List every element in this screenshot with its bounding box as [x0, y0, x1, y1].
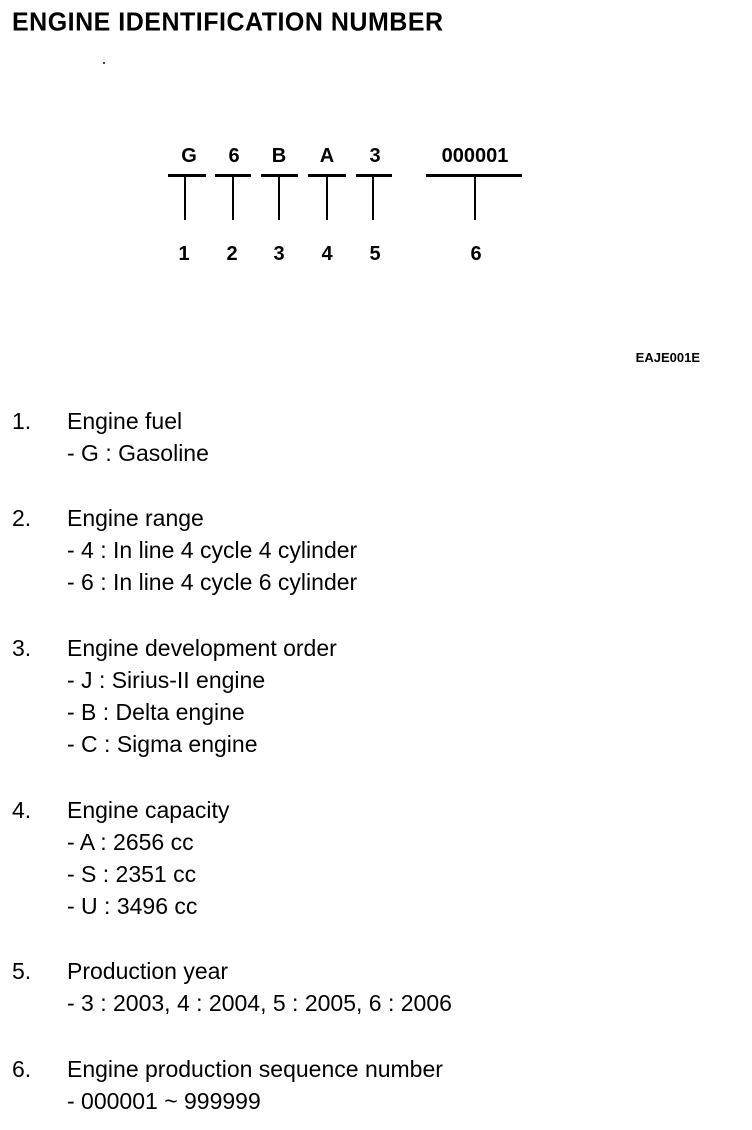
code-number-2: 2 — [226, 243, 238, 265]
code-char-2: 6 — [228, 145, 240, 167]
item-title: Production year — [67, 958, 229, 984]
item-number: 5. — [12, 958, 32, 984]
item-line: - B : Delta engine — [67, 699, 245, 725]
code-bar-1 — [168, 174, 206, 177]
item-line: - 3 : 2003, 4 : 2004, 5 : 2005, 6 : 2006 — [67, 990, 452, 1016]
code-number-4: 4 — [321, 243, 333, 265]
code-stem-1 — [184, 176, 186, 220]
code-char-6: 000001 — [441, 145, 509, 167]
code-number-3: 3 — [273, 243, 285, 265]
code-char-4: A — [319, 145, 335, 167]
code-stem-2 — [232, 176, 234, 220]
item-line: - J : Sirius-II engine — [67, 667, 266, 693]
item-line: - C : Sigma engine — [67, 731, 258, 757]
item-number: 2. — [12, 505, 32, 531]
item-title: Engine production sequence number — [67, 1056, 443, 1082]
code-char-5: 3 — [369, 145, 381, 167]
item-line: - 000001 ~ 999999 — [67, 1088, 261, 1114]
item-number: 6. — [12, 1056, 32, 1082]
code-stem-5 — [372, 176, 374, 220]
page-title: ENGINE IDENTIFICATION NUMBER — [12, 7, 444, 37]
item-line: - G : Gasoline — [67, 440, 209, 466]
item-title: Engine capacity — [67, 797, 230, 823]
item-title: Engine development order — [67, 635, 337, 661]
figure-id: EAJE001E — [635, 350, 700, 365]
code-number-6: 6 — [470, 243, 482, 265]
item-title: Engine fuel — [67, 408, 183, 434]
item-line: - 4 : In line 4 cycle 4 cylinder — [67, 537, 358, 563]
item-number: 3. — [12, 635, 32, 661]
code-char-3: B — [271, 145, 287, 167]
speck — [103, 62, 105, 64]
item-number: 1. — [12, 408, 32, 434]
item-title: Engine range — [67, 505, 204, 531]
code-char-1: G — [181, 145, 197, 167]
code-number-1: 1 — [178, 243, 190, 265]
item-line: - A : 2656 cc — [67, 829, 194, 855]
item-number: 4. — [12, 797, 32, 823]
item-line: - S : 2351 cc — [67, 861, 197, 887]
code-stem-4 — [326, 176, 328, 220]
item-line: - 6 : In line 4 cycle 6 cylinder — [67, 569, 358, 595]
code-number-5: 5 — [369, 243, 381, 265]
item-line: - U : 3496 cc — [67, 893, 198, 919]
code-stem-3 — [278, 176, 280, 220]
code-stem-6 — [474, 176, 476, 220]
code-bar-5 — [356, 174, 392, 177]
